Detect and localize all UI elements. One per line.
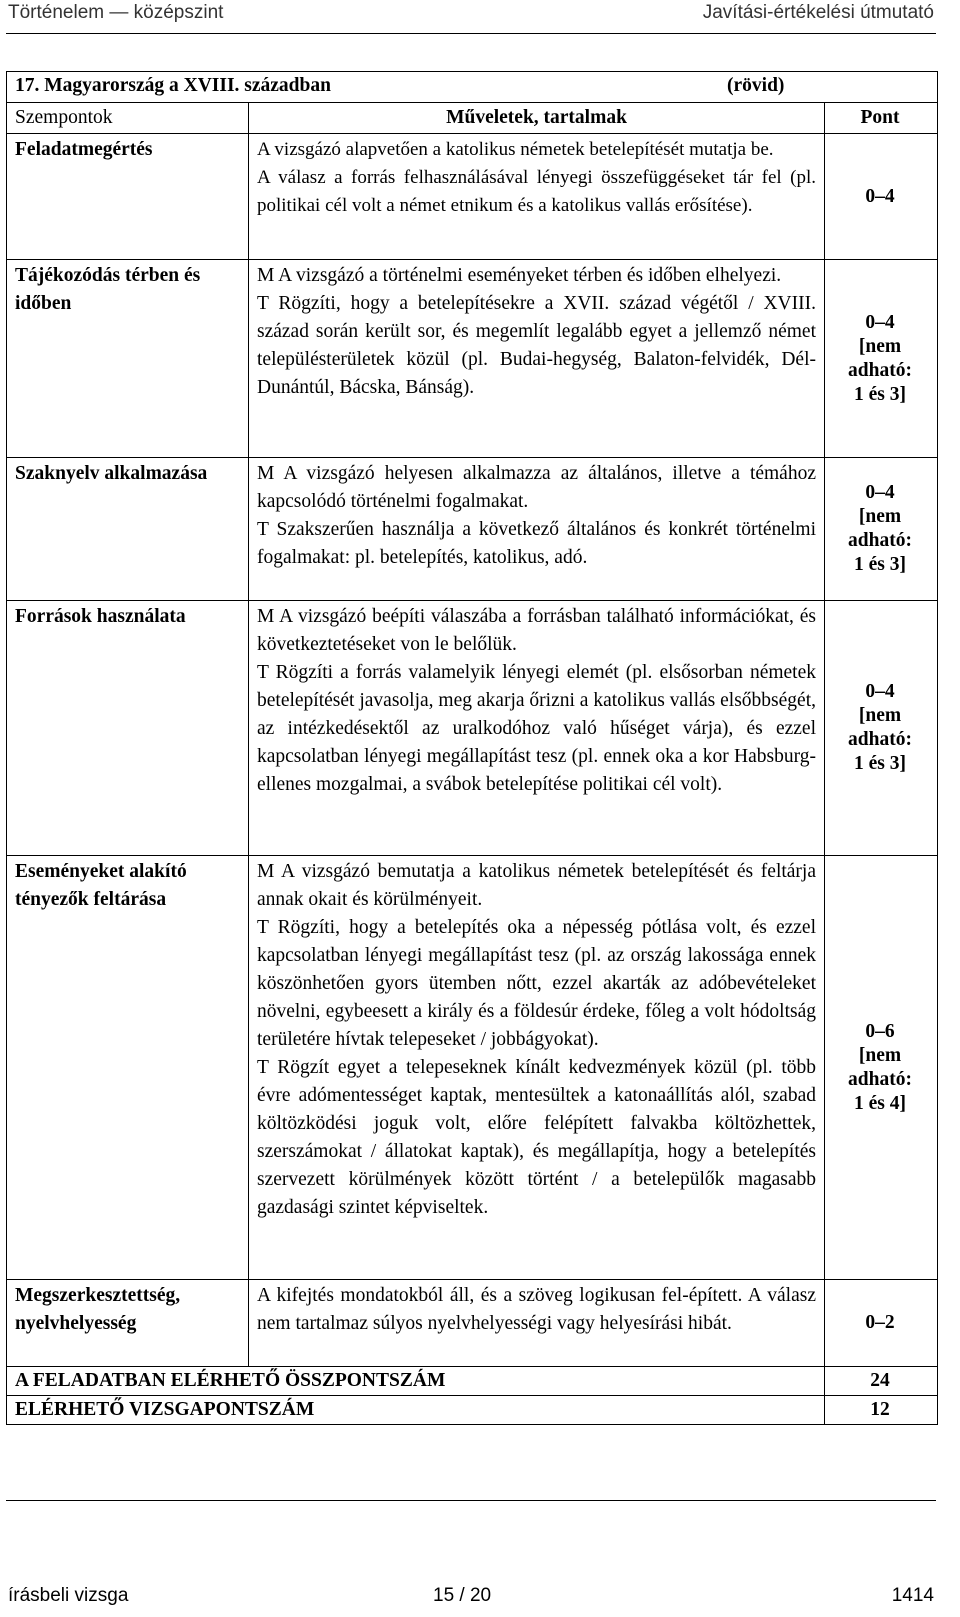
column-header-points: Pont [860,107,900,128]
criterion-description: M A vizsgázó a történelmi eseményeket térben és időben elhelyezi. T Rögzíti, hogy a betelepítésekre a XVII. század végétől / XVIII. század során került sor, és megemlít legalább egyet a jellemző német településterületek közül (pl. Budai-hegység, Balaton-felvidék, Dél-Dunántúl, Bácska, Bánság). [249,260,825,457]
criterion-description: M A vizsgázó bemutatja a katolikus németek betelepítését és feltárja annak okait és körülményeit. T Rögzíti, hogy a betelepítés oka a népesség pótlása volt, és ezzel kapcsolatban lényegi megállapítást tesz (pl. az ország lakossága ennek köszönhetően gyors ütemben nőtt, ezzel akarták az adóbevételeket növelni, egybeesett a király és a földesúr érdeke, főleg a volt hódoltság területére hívtak telepeseket / jobbágyokat). T Rögzít egyet a telepeseknek kínált kedvezmények közül (pl. több évre adómentességet kaptak, mentesültek a katonaállítás alól, szabad költözködési joguk volt, előre felépített falvakba költözhettek, szerszámokat / állatokat kaptak), és megállapítja, hogy a betelepítés szervezett körülmények között történt / a betelepülők magasabb gazdasági szintet képviseltek. [249,856,825,1279]
criterion-points: 0–4 [nem adható: 1 és 3] [848,482,912,575]
criterion-row [7,260,937,458]
criterion-points: 0–4 [865,185,895,207]
criterion-description: M A vizsgázó helyesen alkalmazza az általános, illetve a témához kapcsolódó történelmi fogalmakat. T Szakszerűen használja a következő általános és konkrét történelmi fogalmakat: pl. betelepítés, katolikus, adó. [249,458,825,600]
criterion-points: 0–4 [nem adható: 1 és 3] [848,681,912,774]
total-row [7,1367,937,1396]
criterion-points: 0–6 [nem adható: 1 és 4] [848,1020,912,1114]
criterion-description: M A vizsgázó beépíti válaszába a forrásban található információkat, és következtetéseket von le belőlük. T Rögzíti a forrás valamelyik lényegi elemét (pl. elsősorban németek betelepítését javasolja, meg akarja őrizni a katolikus vallás elsőbbségét, az intézkedésektől az uralkodóhoz való hűséget várja), és ezzel kapcsolatban lényegi megállapítást tesz (pl. ennek oka a kor Habsburg-ellenes mozgalmai, a svábok betelepítése politikai cél volt). [249,601,825,855]
total-label: ELÉRHETŐ VIZSGAPONTSZÁM [7,1396,825,1424]
column-header-aspects: Szempontok [7,103,249,133]
criterion-aspect: Források használata [7,601,249,855]
criterion-description: A kifejtés mondatokból áll, és a szöveg logikusan fel-épített. A válasz nem tartalmaz súlyos nyelvhelyességi vagy helyesírási hibát. [249,1280,825,1366]
total-value: 24 [870,1370,890,1391]
criterion-points: 0–4 [nem adható: 1 és 3] [848,311,912,405]
total-label: A FELADATBAN ELÉRHETŐ ÖSSZPONTSZÁM [7,1367,825,1395]
header-divider [6,33,936,34]
column-header-row [7,103,937,134]
criterion-row [7,1280,937,1367]
criterion-row [7,601,937,856]
criterion-aspect: Tájékozódás térben és időben [7,260,249,457]
header-subject: Történelem — középszint [8,2,224,23]
criterion-aspect: Eseményeket alakító tényezők feltárása [7,856,249,1279]
footer-divider [6,1500,936,1501]
footer-exam-type: írásbeli vizsga [8,1585,129,1606]
criterion-points: 0–2 [865,1312,895,1333]
page-number: 15 / 20 [433,1585,492,1606]
criterion-row [7,458,937,601]
total-value: 12 [870,1399,890,1420]
footer-code: 1414 [891,1585,934,1606]
grading-table [6,71,938,1425]
total-row [7,1396,937,1425]
page-footer [8,1585,934,1613]
page-header [8,0,934,30]
header-guide-title: Javítási-értékelési útmutató [702,2,934,23]
task-title: 17. Magyarország a XVIII. században [15,75,331,96]
criterion-aspect: Feladatmegértés [7,134,249,259]
criterion-row [7,856,937,1280]
task-title-row [7,72,937,103]
criterion-aspect: Megszerkesztettség, nyelvhelyesség [7,1280,249,1366]
criterion-description: A vizsgázó alapvetően a katolikus németek betelepítését mutatja be. A válasz a forrás felhasználásával lényegi összefüggéseket tár fel (pl. politikai cél volt a német etnikum és a katolikus vallás erősítése). [249,134,825,259]
column-header-operations: Műveletek, tartalmak [249,103,825,133]
criterion-row [7,134,937,260]
task-type: (rövid) [727,75,785,96]
criterion-aspect: Szaknyelv alkalmazása [7,458,249,600]
